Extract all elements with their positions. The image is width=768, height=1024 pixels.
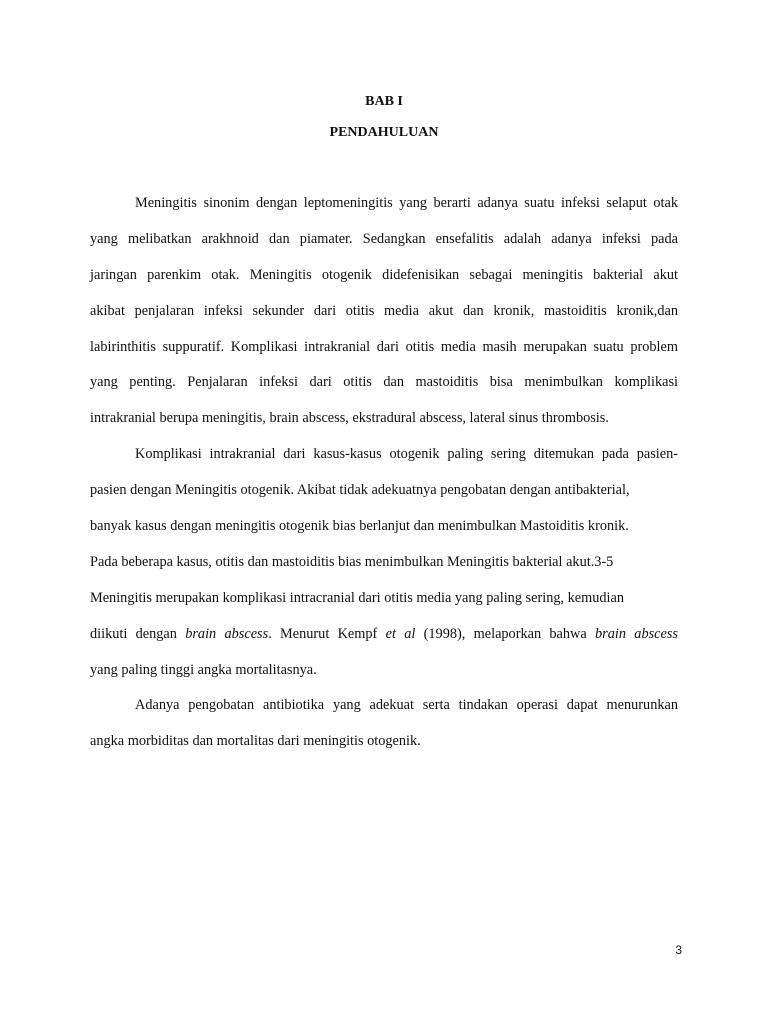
paragraph-1	[90, 189, 678, 440]
chapter-title: PENDAHULUAN	[329, 125, 439, 140]
text-segment: . Menurut Kempf	[268, 625, 386, 642]
text-line: Meningitis merupakan komplikasi intracranial dari otitis media yang paling sering, kemudian	[90, 589, 625, 606]
text-line: yang paling tinggi angka mortalitasnya.	[90, 661, 317, 678]
text-line: labirinthitis suppuratif. Komplikasi intrakranial dari otitis media masih merupakan suatu problem	[90, 338, 678, 355]
text-line: intrakranial berupa meningitis, brain abscess, ekstradural abscess, lateral sinus thrombosis.	[90, 410, 609, 427]
text-segment: diikuti dengan	[90, 625, 186, 642]
text-line: yang penting. Penjalaran infeksi dari otitis dan mastoiditis bisa menimbulkan komplikasi	[90, 374, 678, 391]
text-line: Pada beberapa kasus, otitis dan mastoiditis bias menimbulkan Meningitis bakterial akut.3-5	[90, 553, 614, 570]
italic-term: et al	[385, 625, 416, 642]
body-text	[90, 189, 678, 763]
text-line: Adanya pengobatan antibiotika yang adekuat serta tindakan operasi dapat menurunkan	[135, 697, 678, 714]
text-line: Meningitis sinonim dengan leptomeningitis yang berarti adanya suatu infeksi selaput otak	[135, 195, 678, 211]
text-line: akibat penjalaran infeksi sekunder dari otitis media akut dan kronik, mastoiditis kronik,dan	[90, 302, 678, 319]
text-line: Komplikasi intrakranial dari kasus-kasus otogenik paling sering ditemukan pada pasien-	[135, 446, 678, 463]
text-line: angka morbiditas dan mortalitas dari meningitis otogenik.	[90, 733, 421, 750]
text-line: yang melibatkan arakhnoid dan piamater. Sedangkan ensefalitis adalah adanya infeksi pada	[90, 230, 678, 247]
paragraph-2	[90, 440, 678, 691]
text-line: jaringan parenkim otak. Meningitis otogenik didefenisikan sebagai meningitis bakterial akut	[90, 266, 678, 283]
paragraph-3	[90, 691, 678, 763]
text-segment: (1998), melaporkan bahwa	[415, 625, 596, 642]
italic-term: brain abscess	[185, 625, 269, 642]
chapter-number: BAB I	[365, 94, 403, 109]
italic-term: brain abscess	[595, 625, 678, 642]
text-line: banyak kasus dengan meningitis otogenik bias berlanjut dan menimbulkan Mastoiditis kronik.	[90, 518, 629, 535]
text-line-with-citation	[90, 620, 678, 656]
text-line: pasien dengan Meningitis otogenik. Akibat tidak adekuatnya pengobatan dengan antibakterial,	[90, 482, 630, 499]
page-number: 3	[675, 943, 682, 957]
